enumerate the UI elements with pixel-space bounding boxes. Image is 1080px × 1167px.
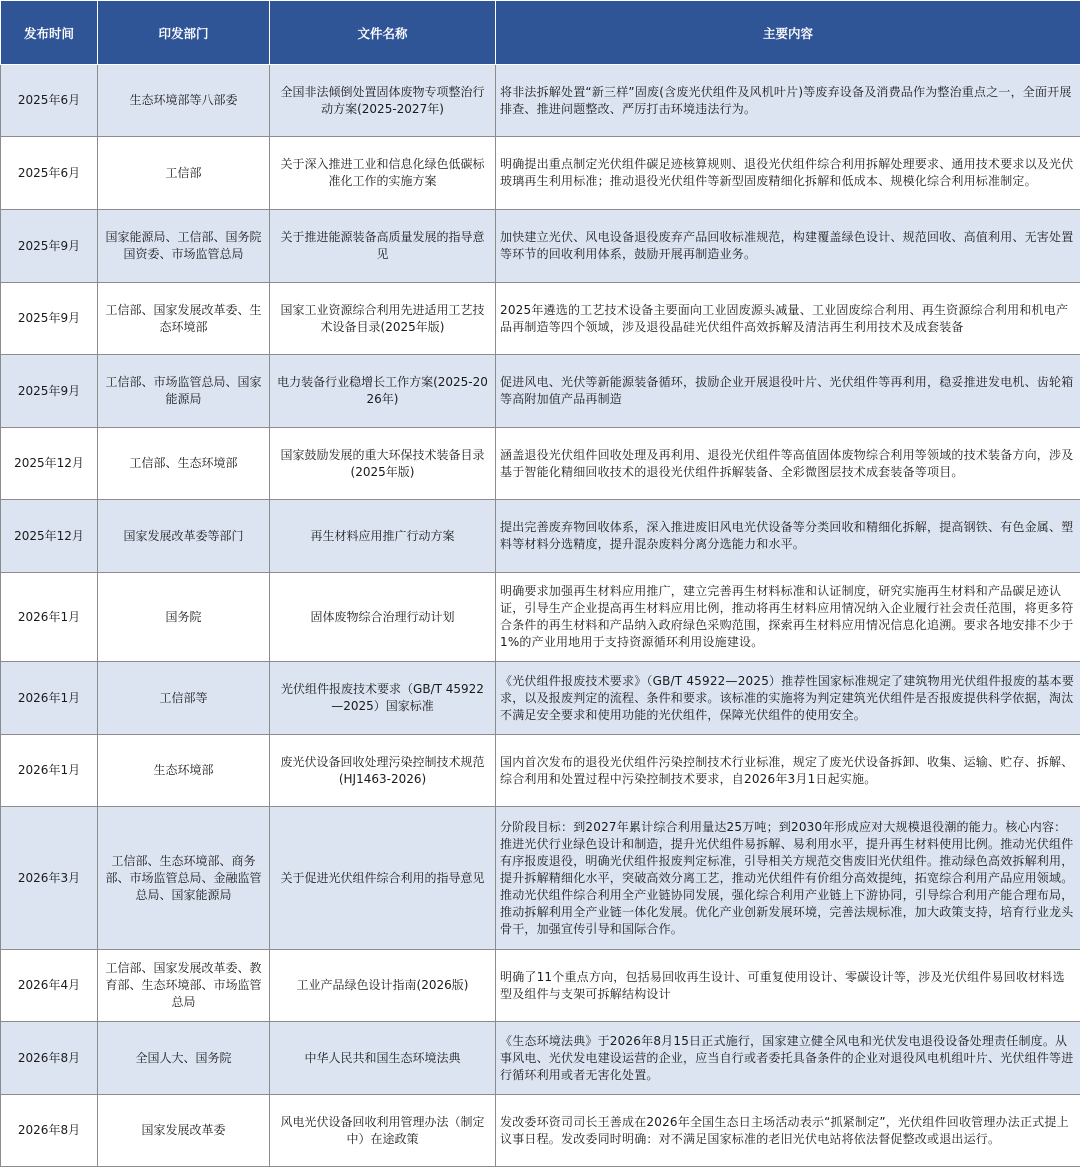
cell-document: 固体废物综合治理行动计划 [270,573,496,662]
table-row [1,65,1080,137]
cell-content: 分阶段目标：到2027年累计综合利用量达25万吨；到2030年形成应对大规模退役潮的能力。核心内容：推进光伏行业绿色设计和制造，提升光伏组件易拆解、易利用水平，提升再生材料使用比例。推动光伏组件有序报废退役，明确光伏组件报废判定标准，引导相关方规范交售废旧光伏组件。推动绿色高效拆解利用，提升拆解精细化水平，突破高效分离工艺，推动光伏组件有价组分高效提纯，拓宽综合利用产品应用领域。推动光伏组件综合利用全产业链协同发展，强化综合利用产业链上下游协同，引导综合利用产能合理布局，推动拆解利用全产业链一体化发展。优化产业创新发展环境，完善法规标准，加大政策支持，培育行业龙头骨干，加强宣传引导和国际合作。 [496,807,1080,950]
cell-department: 工信部、国家发展改革委、教育部、生态环境部、市场监管总局 [98,950,270,1022]
cell-department: 全国人大、国务院 [98,1022,270,1095]
cell-department: 生态环境部 [98,735,270,807]
cell-document: 国家鼓励发展的重大环保技术装备目录(2025年版) [270,428,496,500]
cell-content: 将非法拆解处置“新三样”固废(含废光伏组件及风机叶片)等废弃设备及消费品作为整治重点之一，全面开展排查、推进问题整改、严厉打击环境违法行为。 [496,65,1080,137]
cell-document: 全国非法倾倒处置固体废物专项整治行动方案(2025-2027年) [270,65,496,137]
cell-content: 明确提出重点制定光伏组件碳足迹核算规则、退役光伏组件综合利用拆解处理要求、通用技术要求以及光伏玻璃再生利用标准；推动退役光伏组件等新型固废精细化拆解和低成本、规模化综合利用标准制定。 [496,137,1080,210]
cell-date: 2026年8月 [1,1022,98,1095]
table-row [1,210,1080,283]
cell-content: 促进风电、光伏等新能源装备循环，拔励企业开展退役叶片、光伏组件等再利用，稳妥推进发电机、齿轮箱等高附加值产品再制造 [496,355,1080,428]
cell-date: 2026年3月 [1,807,98,950]
cell-date: 2026年1月 [1,573,98,662]
cell-document: 电力装备行业稳增长工作方案(2025-2026年) [270,355,496,428]
cell-date: 2025年9月 [1,283,98,355]
cell-document: 关于深入推进工业和信息化绿色低碳标准化工作的实施方案 [270,137,496,210]
cell-document: 光伏组件报废技术要求（GB/T 45922—2025）国家标准 [270,662,496,735]
cell-department: 国家能源局、工信部、国务院国资委、市场监管总局 [98,210,270,283]
cell-date: 2025年12月 [1,500,98,573]
cell-content: 发改委环资司司长王善成在2026年全国生态日主场活动表示“抓紧制定”，光伏组件回收管理办法正式提上议事日程。发改委同时明确：对不满足国家标准的老旧光伏电站将依法督促整改或退出运行。 [496,1095,1080,1167]
header-department: 印发部门 [98,1,270,65]
cell-department: 国家发展改革委 [98,1095,270,1167]
cell-date: 2026年1月 [1,662,98,735]
cell-content: 加快建立光伏、风电设备退役废弃产品回收标准规范，构建覆盖绿色设计、规范回收、高值利用、无害处置等环节的回收利用体系，鼓励开展再制造业务。 [496,210,1080,283]
table-row [1,428,1080,500]
cell-date: 2026年8月 [1,1095,98,1167]
cell-content: 涵盖退役光伏组件回收处理及再利用、退役光伏组件等高值固体废物综合利用等领域的技术装备方向，涉及基于智能化精细回收技术的退役光伏组件拆解装备、全彩微图层技术成套装备等项目。 [496,428,1080,500]
cell-date: 2025年6月 [1,137,98,210]
cell-date: 2025年12月 [1,428,98,500]
cell-date: 2025年6月 [1,65,98,137]
table-row [1,355,1080,428]
cell-department: 生态环境部等八部委 [98,65,270,137]
cell-content: 《光伏组件报废技术要求》（GB/T 45922—2025）推荐性国家标准规定了建筑物用光伏组件报废的基本要求，以及报废判定的流程、条件和要求。该标准的实施将为判定建筑光伏组件是否报废提供科学依据，淘汰不满足安全要求和使用功能的光伏组件，保障光伏组件的使用安全。 [496,662,1080,735]
cell-department: 工信部、市场监管总局、国家能源局 [98,355,270,428]
cell-document: 中华人民共和国生态环境法典 [270,1022,496,1095]
header-content: 主要内容 [496,1,1080,65]
cell-document: 再生材料应用推广行动方案 [270,500,496,573]
cell-department: 工信部、生态环境部 [98,428,270,500]
header-date: 发布时间 [1,1,98,65]
table-row [1,950,1080,1022]
cell-document: 废光伏设备回收处理污染控制技术规范(HJ1463-2026) [270,735,496,807]
cell-document: 工业产品绿色设计指南(2026版) [270,950,496,1022]
cell-date: 2025年9月 [1,210,98,283]
cell-content: 2025年遴选的工艺技术设备主要面向工业固废源头减量、工业固废综合利用、再生资源综合利用和机电产品再制造等四个领域，涉及退役晶硅光伏组件高效拆解及清洁再生利用技术及成套装备 [496,283,1080,355]
cell-date: 2025年9月 [1,355,98,428]
cell-content: 国内首次发布的退役光伏组件污染控制技术行业标准，规定了废光伏设备拆卸、收集、运输、贮存、拆解、综合利用和处置过程中污染控制技术要求，自2026年3月1日起实施。 [496,735,1080,807]
table-row [1,573,1080,662]
cell-department: 工信部、生态环境部、商务部、市场监管总局、金融监管总局、国家能源局 [98,807,270,950]
cell-content: 提出完善废弃物回收体系，深入推进废旧风电光伏设备等分类回收和精细化拆解，提高钢铁、有色金属、塑料等材料分选精度，提升混杂废料分离分选能力和水平。 [496,500,1080,573]
cell-document: 关于促进光伏组件综合利用的指导意见 [270,807,496,950]
cell-content: 明确了11个重点方向，包括易回收再生设计、可重复使用设计、零碳设计等，涉及光伏组件易回收材料选型及组件与支架可拆解结构设计 [496,950,1080,1022]
cell-content: 明确要求加强再生材料应用推广，建立完善再生材料标准和认证制度，研究实施再生材料和产品碳足迹认证，引导生产企业提高再生材料应用比例，推动将再生材料应用情况纳入企业履行社会责任范围，将更多符合条件的再生材料和产品纳入政府绿色采购范围，探索再生材料应用情况信息化追溯。要求各地安排不少于1%的产业用地用于支持资源循环利用设施建设。 [496,573,1080,662]
table-row [1,807,1080,950]
cell-document: 风电光伏设备回收利用管理办法（制定中）在途政策 [270,1095,496,1167]
cell-department: 工信部 [98,137,270,210]
table-row [1,662,1080,735]
table-row [1,1095,1080,1167]
cell-document: 国家工业资源综合利用先进适用工艺技术设备目录(2025年版) [270,283,496,355]
table-row [1,137,1080,210]
header-document: 文件名称 [270,1,496,65]
table-row [1,1022,1080,1095]
table-row [1,735,1080,807]
table-row [1,500,1080,573]
cell-department: 工信部等 [98,662,270,735]
cell-content: 《生态环境法典》于2026年8月15日正式施行，国家建立健全风电和光伏发电退役设备处理责任制度。从事风电、光伏发电建设运营的企业，应当自行或者委托具备条件的企业对退役风电机组叶片、光伏组件等进行循环利用或者无害化处置。 [496,1022,1080,1095]
cell-date: 2026年4月 [1,950,98,1022]
cell-department: 国家发展改革委等部门 [98,500,270,573]
cell-department: 国务院 [98,573,270,662]
table-row [1,283,1080,355]
cell-date: 2026年1月 [1,735,98,807]
cell-document: 关于推进能源装备高质量发展的指导意见 [270,210,496,283]
cell-department: 工信部、国家发展改革委、生态环境部 [98,283,270,355]
header-row [1,1,1080,65]
